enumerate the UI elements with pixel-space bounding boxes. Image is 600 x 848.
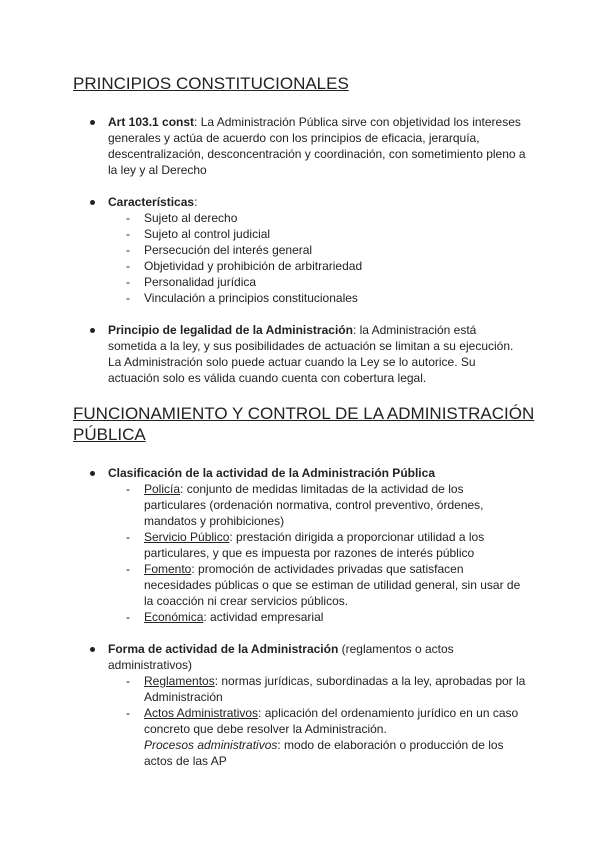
list-item: - Económica: actividad empresarial (144, 609, 528, 625)
list-item: - Sujeto al derecho (144, 210, 528, 226)
forma-list (108, 673, 528, 769)
list-item: - Vinculación a principios constitucionales (144, 290, 528, 306)
procesos-term: Procesos administrativos (144, 738, 278, 752)
legalidad-text: : la Administración está sometida a la ley, y sus posibilidades de actuación se limitan a su ejecución. La Administración solo puede actuar cuando la Ley se lo autorice. Su actuación solo es válida cuando cuenta con cobertura legal. (108, 323, 514, 385)
art-text: : La Administración Pública sirve con objetividad los intereses generales y actúa de acuerdo con los principios de eficacia, jerarquía, descentralización, desconcentración y coordinación, con sometimiento pleno a la ley y al Derecho (108, 115, 526, 177)
list-item: - Fomento: promoción de actividades privadas que satisfacen necesidades públicas o que se estiman de utilidad general, sin usar de la coacción ni crear servicios públicos. (144, 561, 528, 609)
list-item: - Sujeto al control judicial (144, 226, 528, 242)
forma-text: (reglamentos o actos administrativos) (108, 642, 454, 672)
section-title-funcionamiento: FUNCIONAMIENTO Y CONTROL DE LA ADMINISTRACIÓN PÚBLICA (73, 404, 535, 444)
caracteristicas-label: Características (108, 195, 195, 209)
forma-label: Forma de actividad de la Administración (108, 642, 339, 656)
list-item: - Actos Administrativos: aplicación del ordenamiento jurídico en un caso concreto que debe resolver la Administración. Procesos administrativos: modo de elaboración o producción de los actos de las AP (144, 705, 528, 769)
bullet-forma-actividad (108, 641, 528, 769)
clasificacion-list (108, 481, 528, 625)
bullet-caracteristicas: Características: - Sujeto al derecho - Sujeto al control judicial - Persecución del interés general - Objetividad y prohibición de arbitrariedad - Personalidad jurídica - Vinculación a principios constitucionales (108, 194, 528, 306)
list-item: - Reglamentos: normas jurídicas, subordinadas a la ley, aprobadas por la Administración (144, 673, 528, 705)
list-item: - Policía: conjunto de medidas limitadas de la actividad de los particulares (ordenación normativa, control preventivo, órdenes, mandatos y prohibiciones) (144, 481, 528, 529)
bullet-art-103 (108, 114, 528, 178)
procesos-text: : modo de elaboración o producción de los actos de las AP (144, 738, 504, 768)
list-item: - Objetividad y prohibición de arbitrariedad (144, 258, 528, 274)
bullet-principio-legalidad (108, 322, 528, 386)
list-item: - Personalidad jurídica (144, 274, 528, 290)
section-title-principios: PRINCIPIOS CONSTITUCIONALES (73, 74, 349, 93)
list-item: - Servicio Público: prestación dirigida a proporcionar utilidad a los particulares, y que es impuesta por razones de interés público (144, 529, 528, 561)
art-label: Art 103.1 const (108, 115, 195, 129)
clasificacion-label: Clasificación de la actividad de la Administración Pública (108, 466, 435, 480)
bullet-clasificacion (108, 465, 528, 625)
legalidad-label: Principio de legalidad de la Administración (108, 323, 353, 337)
caracteristicas-list (108, 210, 528, 306)
list-item: - Persecución del interés general (144, 242, 528, 258)
